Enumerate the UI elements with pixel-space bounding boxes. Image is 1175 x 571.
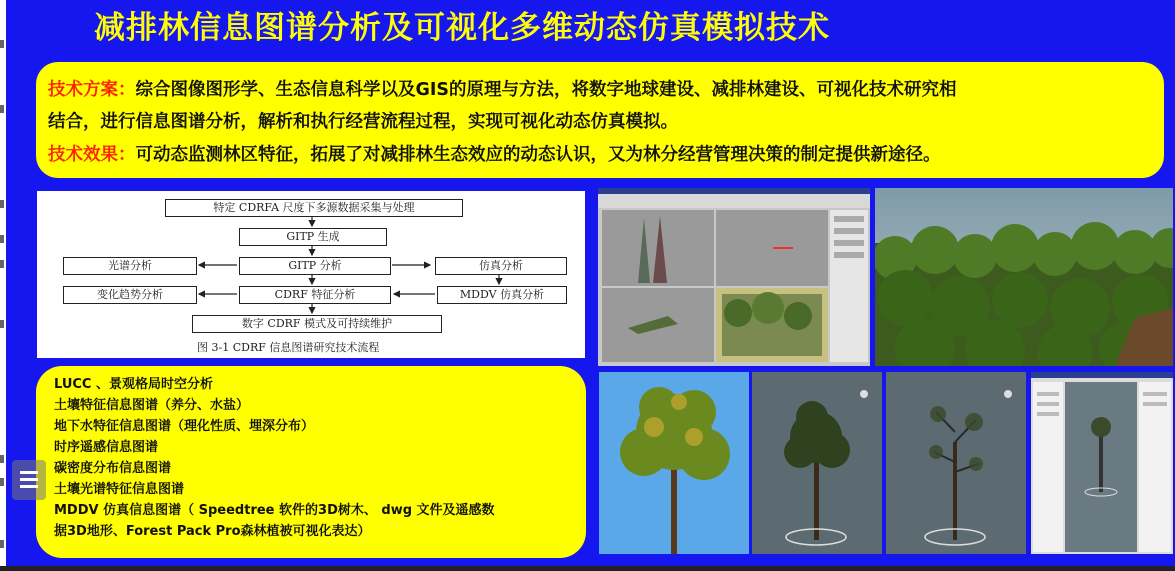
flowchart-caption: 图 3-1 CDRF 信息图谱研究技术流程 — [197, 341, 380, 354]
tree-model-1 — [752, 372, 882, 554]
bottom-bar — [0, 566, 1175, 571]
scheme-line-2: 结合，进行信息图谱分析，解析和执行经营流程过程，实现可视化动态仿真模拟。 — [48, 112, 678, 132]
tree-illustration — [599, 372, 749, 554]
scheme-line-1 — [48, 75, 956, 105]
flow-top-box: 特定 CDRFA 尺度下多源数据采集与处理 — [165, 199, 463, 217]
effect-line — [48, 140, 941, 170]
menu-icon[interactable] — [12, 460, 46, 500]
forest-render-image — [875, 188, 1173, 366]
flow-gitp-analysis-box: GITP 分析 — [239, 257, 391, 275]
list-item: 土壤光谱特征信息图谱 — [54, 482, 185, 497]
list-item: 据3D地形、Forest Pack Pro森林植被可视化表达） — [54, 524, 371, 539]
flow-simulation-box: 仿真分析 — [435, 257, 567, 275]
tree-model-render-2 — [886, 372, 1026, 554]
list-item: LUCC 、景观格局时空分析 — [54, 377, 213, 392]
modeling-software-image — [598, 188, 870, 366]
tree-model-2 — [886, 372, 1026, 554]
flow-cdrf-feature-box: CDRF 特征分析 — [239, 286, 391, 304]
tree-software-screenshot — [1031, 372, 1173, 554]
flowchart-figure — [37, 191, 585, 358]
flow-mddv-box: MDDV 仿真分析 — [437, 286, 567, 304]
effect-label: 技术效果： — [48, 145, 136, 165]
info-spectrum-list — [36, 366, 586, 558]
flow-bottom-box: 数字 CDRF 模式及可持续维护 — [192, 315, 442, 333]
effect-text: 可动态监测林区特征，拓展了对减排林生态效应的动态认识，又为林分经营管理决策的制定提供新途径。 — [135, 145, 941, 165]
summary-box — [36, 62, 1164, 178]
list-item: 时序遥感信息图谱 — [54, 440, 159, 455]
scheme-label: 技术方案： — [48, 80, 136, 100]
speedtree-tree-image — [599, 372, 749, 554]
list-item: 碳密度分布信息图谱 — [54, 461, 172, 476]
tree-model-render-1 — [752, 372, 882, 554]
slide-title: 减排林信息图谱分析及可视化多维动态仿真模拟技术 — [94, 10, 830, 46]
scheme-text-1: 综合图像图形学、生态信息科学以及GIS的原理与方法，将数字地球建设、减排林建设、可视化技术研究相 — [135, 80, 957, 100]
flow-spectrum-box: 光谱分析 — [63, 257, 197, 275]
list-item: 地下水特征信息图谱（理化性质、埋深分布） — [54, 419, 315, 434]
slide — [6, 0, 1175, 571]
modeling-software-screenshot — [598, 188, 870, 366]
flow-gitp-generate-box: GITP 生成 — [239, 228, 387, 246]
list-item: MDDV 仿真信息图谱（ Speedtree 软件的3D树木、 dwg 文件及遥感数 — [54, 503, 495, 518]
flow-trend-box: 变化趋势分析 — [63, 286, 197, 304]
forest-render — [875, 188, 1173, 366]
list-item: 土壤特征信息图谱（养分、水盐） — [54, 398, 250, 413]
tree-software-panels — [1031, 372, 1173, 554]
